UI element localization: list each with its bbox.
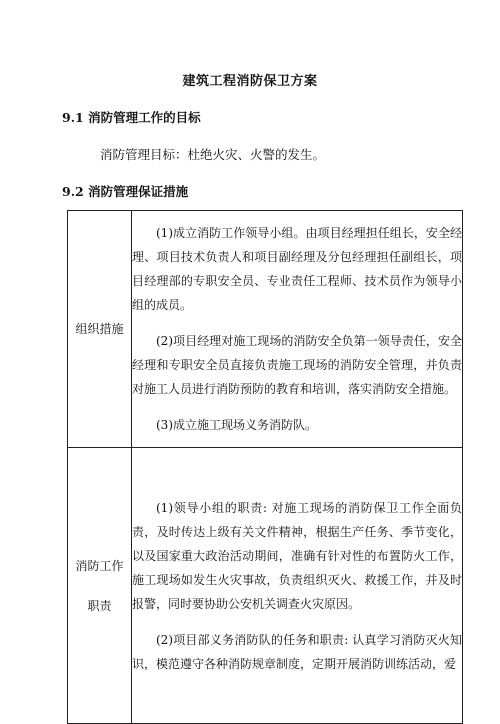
table-row-duties — [68, 448, 463, 724]
row-label: 组织措施 — [75, 322, 124, 336]
measures-table — [67, 210, 463, 724]
label-spacer — [68, 579, 131, 593]
paragraph: (3)成立施工现场义务消防队。 — [156, 418, 317, 432]
paragraph: (2)项目经理对施工现场的消防安全负第一领导责任，安全经理和专职安全员直接负责施工现场的消防安全管理，并负责对施工人员进行消防预防的教育和培训，落实消防安全措施。 — [132, 334, 462, 396]
row-label-cell — [68, 211, 132, 448]
goal-statement: 消防管理目标：杜绝火灾、火警的发生。 — [100, 147, 326, 162]
paragraph: (1)成立消防工作领导小组。由项目经理担任组长，安全经理、项目技术负责人和项目副经理及分包经理担任副组长，项目经理部的专职安全员、专业责任工程师、技术员作为领导小组的成员。 — [132, 226, 462, 312]
table-row-organization — [68, 211, 463, 448]
section-heading-measures: 9.2 消防管理保证措施 — [62, 184, 189, 199]
paragraph: (1)领导小组的职责: 对施工现场的消防保卫工作全面负责，及时传达上级有关文件精神，根据生产任务、季节变化，以及国家重大政治活动期间，准确有针对性的布置防火工作，施工现场如发生火灾事故，负责组织灭火、救援工作，并及时报警，同时要协助公安机关调查火灾原因。 — [132, 500, 462, 611]
row-content-cell — [132, 211, 463, 448]
row-label: 职责 — [87, 598, 112, 613]
row-content-cell — [132, 448, 463, 724]
row-label-cell — [68, 448, 132, 724]
row-label: 消防工作 — [75, 558, 124, 573]
section-heading-goals: 9.1 消防管理工作的目标 — [62, 110, 201, 125]
document-title: 建筑工程消防保卫方案 — [182, 74, 318, 89]
paragraph: (2)项目部义务消防队的任务和职责: 认真学习消防灭火知识，模范遵守各种消防规章制度，定期开展消防训练活动，爱 — [132, 632, 462, 671]
